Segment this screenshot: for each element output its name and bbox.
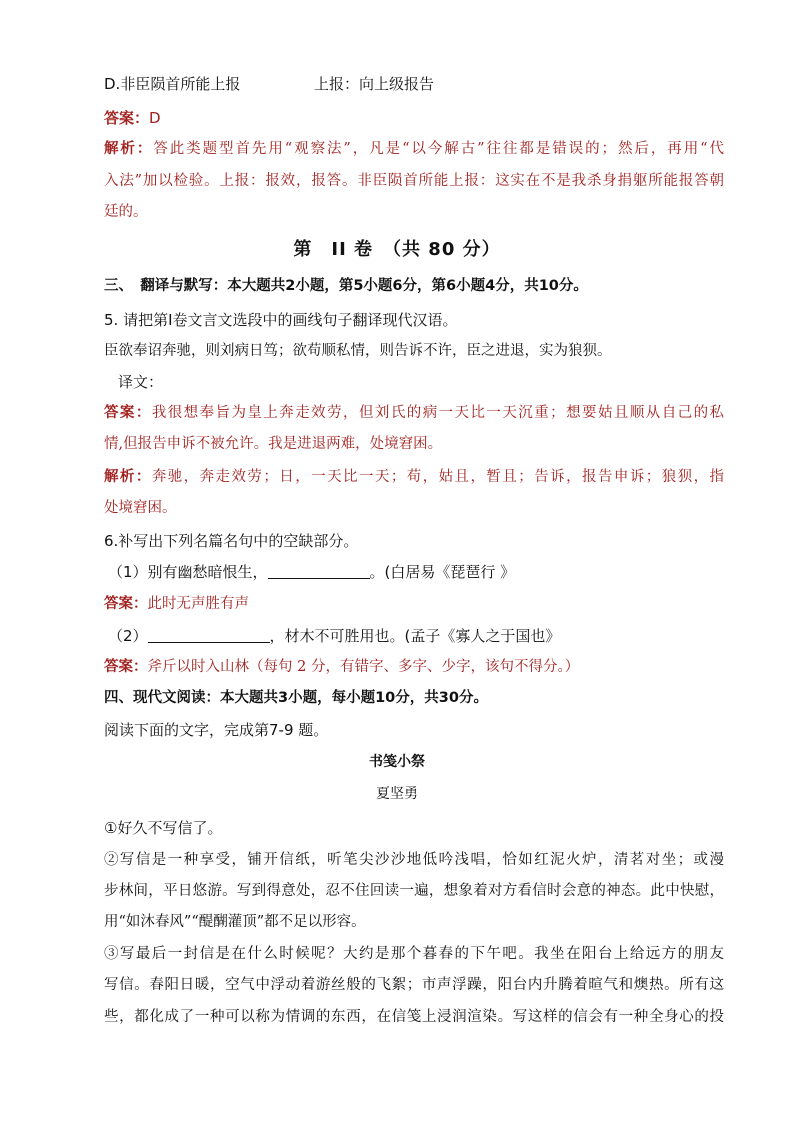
q6-answer-2 [104, 657, 724, 677]
analysis-text: 答此类题型首先用“观察法”，凡是“以今解古”往往都是错误的；然后，再用“代 [153, 141, 725, 157]
q5-analysis-line-1 [104, 467, 724, 487]
option-d-note: 上报：向上级报告 [314, 75, 435, 93]
option-d-text: D.非臣陨首所能上报 [104, 75, 241, 93]
fill-blank-2[interactable] [148, 626, 270, 643]
answer-text: 此时无声胜有声 [147, 596, 249, 612]
q5-translation-label: 译文： [118, 373, 164, 391]
q4-analysis-line-1 [104, 139, 724, 159]
answer-text: 斧斤以时入山林（每句 2 分，有错字、多字、少字，该句不得分。） [147, 659, 580, 675]
q6-answer-1 [104, 594, 724, 614]
answer-label: 答案： [104, 404, 152, 421]
article-title: 书笺小祭 [369, 754, 425, 770]
paragraph-2-line-3: 用“如沐春风”“醍醐灌顶”都不足以形容。 [104, 914, 366, 930]
answer-label: 答案： [104, 595, 148, 612]
paragraph-3-line-3: 些，都化成了一种可以称为情调的东西，在信笺上浸润渲染。写这样的信会有一种全身心的投 [104, 1009, 724, 1025]
analysis-label: 解析： [104, 140, 154, 157]
answer-label: 答案： [104, 109, 150, 127]
item-2-after: ，材木不可胜用也。(孟子《寡人之于国也》 [269, 627, 561, 645]
analysis-text: 奔驰，奔走效劳；日，一天比一天；苟，姑且，暂且；告诉，报告申诉；狼狈，指 [151, 469, 725, 485]
item-2-before: （2） [108, 627, 148, 645]
section-3-heading: 三、 翻译与默写：本大题共2小题，第5小题6分，第6小题4分，共10分。 [104, 278, 588, 294]
q5-prompt: 5. 请把第Ⅰ卷文言文选段中的画线句子翻译现代汉语。 [104, 311, 458, 329]
q4-answer [104, 108, 724, 128]
q4-option-d [104, 74, 724, 94]
part-2-title: 第 II 卷 （共 80 分） [293, 239, 501, 260]
article-author: 夏坚勇 [376, 786, 418, 802]
q5-sentence: 臣欲奉诏奔驰，则刘病日笃；欲苟顺私情，则告诉不许，臣之进退，实为狼狈。 [104, 343, 612, 359]
q5-answer-line-1 [104, 403, 724, 423]
paragraph-3-line-1: ③写最后一封信是在什么时候呢？大约是那个暮春的下午吧。我坐在阳台上给远方的朋友 [104, 946, 724, 962]
reading-instruction: 阅读下面的文字，完成第7-9 题。 [104, 721, 329, 739]
answer-value: D [149, 109, 161, 127]
q4-analysis-line-2: 入法”加以检验。上报：报效，报答。非臣陨首所能上报：这实在不是我杀身捐躯所能报答朝 [104, 173, 724, 189]
paragraph-1: ①好久不写信了。 [104, 819, 223, 837]
paragraph-3-line-2: 写信。春阳日暖，空气中浮动着游丝般的飞絮；市声浮躁，阳台内升腾着暄气和燠热。所有这 [104, 977, 724, 993]
item-1-before: （1）别有幽愁暗恨生， [108, 563, 268, 581]
paragraph-2-line-1: ②写信是一种享受，铺开信纸，听笔尖沙沙地低吟浅唱，恰如红泥火炉，清茗对坐；或漫 [104, 852, 724, 868]
analysis-label: 解析： [104, 468, 152, 485]
q4-analysis-line-3: 廷的。 [104, 204, 148, 220]
fill-blank-1[interactable] [268, 562, 370, 579]
q5-analysis-line-2: 处境窘困。 [104, 500, 177, 516]
section-4-heading: 四、现代文阅读：本大题共3小题，每小题10分，共30分。 [104, 690, 488, 706]
answer-text: 我很想奉旨为皇上奔走效劳，但刘氏的病一天比一天沉重；想要姑且顺从自己的私 [151, 405, 725, 421]
q6-prompt: 6.补写出下列名篇名句中的空缺部分。 [104, 532, 359, 550]
paragraph-2-line-2: 步林间，平日悠游。写到得意处，忍不住回读一遍，想象着对方看信时会意的神态。此中快慰， [104, 883, 724, 899]
q6-item-1 [108, 562, 728, 582]
q6-item-2 [108, 626, 728, 646]
item-1-after: 。(白居易《琵琶行 》 [369, 563, 516, 581]
answer-label: 答案： [104, 658, 148, 675]
q5-answer-line-2: 情,但报告申诉不被允许。我是进退两难，处境窘困。 [104, 436, 443, 452]
